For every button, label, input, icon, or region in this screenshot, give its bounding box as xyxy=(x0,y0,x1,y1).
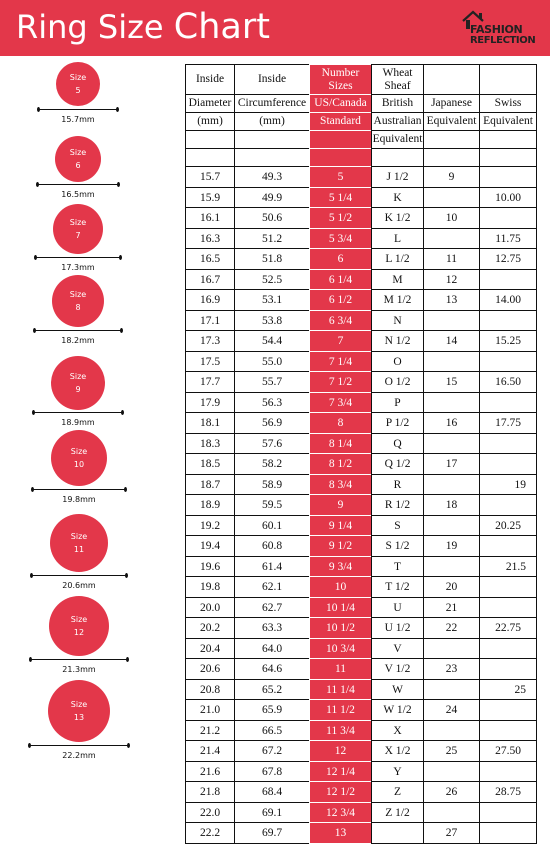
header-circumference-cell: (mm) xyxy=(234,112,310,131)
row-diameter-cell: 18.9 xyxy=(185,494,235,516)
diameter-ruler xyxy=(34,330,122,331)
row-diameter-cell: 16.1 xyxy=(185,207,235,229)
row-us-size-cell: 6 1/2 xyxy=(309,289,372,311)
row-diameter-cell: 22.2 xyxy=(185,822,235,844)
row-japanese-size-cell: 19 xyxy=(423,535,480,557)
row-japanese-size-cell: 22 xyxy=(423,617,480,639)
row-japanese-size-cell: 11 xyxy=(423,248,480,270)
row-swiss-size-cell xyxy=(479,433,537,455)
row-diameter-cell: 21.0 xyxy=(185,699,235,721)
row-us-size-cell: 12 xyxy=(309,740,372,762)
diameter-ruler xyxy=(29,745,129,746)
ring-circle xyxy=(53,204,103,254)
row-japanese-size-cell: 17 xyxy=(423,453,480,475)
diameter-label: 19.8mm xyxy=(62,495,96,504)
header-diameter-cell: (mm) xyxy=(185,112,235,131)
row-diameter-cell: 16.5 xyxy=(185,248,235,270)
row-us-size-cell: 11 xyxy=(309,658,372,680)
row-swiss-size-cell: 21.5 xyxy=(479,556,537,578)
row-diameter-cell: 17.9 xyxy=(185,392,235,414)
row-circumference-cell: 65.9 xyxy=(234,699,310,721)
diameter-label: 18.9mm xyxy=(61,418,95,427)
row-us-size-cell: 11 3/4 xyxy=(309,720,372,742)
diameter-label: 16.5mm xyxy=(61,190,95,199)
header-british-size-cell: Australian xyxy=(371,112,424,131)
row-swiss-size-cell: 10.00 xyxy=(479,187,537,209)
row-diameter-cell: 16.9 xyxy=(185,289,235,311)
row-diameter-cell: 19.6 xyxy=(185,556,235,578)
row-swiss-size-cell: 11.75 xyxy=(479,228,537,250)
row-british-size-cell: Z xyxy=(371,781,424,803)
row-british-size-cell: M xyxy=(371,269,424,291)
row-british-size-cell: L xyxy=(371,228,424,250)
row-us-size-cell: 6 xyxy=(309,248,372,270)
brand-logo xyxy=(462,10,540,50)
row-circumference-cell: 51.2 xyxy=(234,228,310,250)
ring-size-number: 7 xyxy=(75,231,81,240)
header-british-size-cell: Equivalent xyxy=(371,130,424,149)
row-diameter-cell: 16.7 xyxy=(185,269,235,291)
row-diameter-cell: 18.7 xyxy=(185,474,235,496)
row-us-size-cell: 6 1/4 xyxy=(309,269,372,291)
row-british-size-cell: K 1/2 xyxy=(371,207,424,229)
row-diameter-cell: 21.8 xyxy=(185,781,235,803)
row-swiss-size-cell: 19 xyxy=(479,474,537,496)
diameter-label: 20.6mm xyxy=(62,581,96,590)
header-diameter-cell: Inside xyxy=(185,64,235,95)
header-japanese-size-cell: Japanese xyxy=(423,94,480,113)
row-british-size-cell: L 1/2 xyxy=(371,248,424,270)
header-banner xyxy=(0,0,550,56)
row-diameter-cell: 18.1 xyxy=(185,412,235,434)
row-us-size-cell: 7 1/2 xyxy=(309,371,372,393)
row-swiss-size-cell xyxy=(479,535,537,557)
row-swiss-size-cell xyxy=(479,310,537,332)
diameter-ruler xyxy=(32,489,126,490)
row-swiss-size-cell xyxy=(479,576,537,598)
ring-circle xyxy=(52,275,104,327)
row-us-size-cell: 10 3/4 xyxy=(309,638,372,660)
row-us-size-cell: 8 3/4 xyxy=(309,474,372,496)
ring-size-number: 5 xyxy=(75,86,81,95)
header-swiss-size-cell xyxy=(479,64,537,95)
header-circumference-cell xyxy=(234,148,310,167)
header-japanese-size-cell xyxy=(423,130,480,149)
diameter-ruler xyxy=(38,109,118,110)
row-british-size-cell: Y xyxy=(371,761,424,783)
diameter-ruler xyxy=(33,412,123,413)
row-japanese-size-cell xyxy=(423,761,480,783)
row-british-size-cell: K xyxy=(371,187,424,209)
row-diameter-cell: 18.5 xyxy=(185,453,235,475)
row-british-size-cell: O 1/2 xyxy=(371,371,424,393)
ring-size-label: Size xyxy=(69,290,87,299)
row-circumference-cell: 63.3 xyxy=(234,617,310,639)
ring-circle xyxy=(49,596,109,656)
row-diameter-cell: 17.5 xyxy=(185,351,235,373)
row-circumference-cell: 58.2 xyxy=(234,453,310,475)
row-swiss-size-cell: 25 xyxy=(479,679,537,701)
row-us-size-cell: 5 xyxy=(309,166,372,188)
header-us-size-cell: US/Canada xyxy=(309,94,372,113)
row-circumference-cell: 60.8 xyxy=(234,535,310,557)
row-swiss-size-cell: 15.25 xyxy=(479,330,537,352)
header-british-size-cell: Wheat Sheaf xyxy=(371,64,424,95)
row-diameter-cell: 17.1 xyxy=(185,310,235,332)
row-japanese-size-cell xyxy=(423,720,480,742)
row-japanese-size-cell: 12 xyxy=(423,269,480,291)
header-diameter-cell xyxy=(185,130,235,149)
row-diameter-cell: 21.2 xyxy=(185,720,235,742)
row-us-size-cell: 5 3/4 xyxy=(309,228,372,250)
diameter-label: 18.2mm xyxy=(61,336,95,345)
row-diameter-cell: 15.9 xyxy=(185,187,235,209)
row-us-size-cell: 12 1/2 xyxy=(309,781,372,803)
row-british-size-cell: V 1/2 xyxy=(371,658,424,680)
row-us-size-cell: 7 xyxy=(309,330,372,352)
header-circumference-cell xyxy=(234,130,310,149)
row-british-size-cell: R 1/2 xyxy=(371,494,424,516)
row-japanese-size-cell xyxy=(423,679,480,701)
row-circumference-cell: 65.2 xyxy=(234,679,310,701)
row-swiss-size-cell: 17.75 xyxy=(479,412,537,434)
row-circumference-cell: 53.8 xyxy=(234,310,310,332)
diameter-ruler xyxy=(30,659,128,660)
row-circumference-cell: 69.7 xyxy=(234,822,310,844)
row-british-size-cell: P xyxy=(371,392,424,414)
row-us-size-cell: 5 1/2 xyxy=(309,207,372,229)
row-japanese-size-cell: 15 xyxy=(423,371,480,393)
row-japanese-size-cell: 13 xyxy=(423,289,480,311)
row-circumference-cell: 62.7 xyxy=(234,597,310,619)
row-swiss-size-cell: 12.75 xyxy=(479,248,537,270)
header-us-size-cell: Number Sizes xyxy=(309,64,372,95)
row-japanese-size-cell xyxy=(423,638,480,660)
row-diameter-cell: 22.0 xyxy=(185,802,235,824)
diameter-label: 17.3mm xyxy=(61,263,95,272)
header-swiss-size-cell xyxy=(479,148,537,167)
row-us-size-cell: 8 1/2 xyxy=(309,453,372,475)
header-us-size-cell: Standard xyxy=(309,112,372,131)
row-british-size-cell: W xyxy=(371,679,424,701)
ring-size-label: Size xyxy=(70,447,88,456)
row-british-size-cell: P 1/2 xyxy=(371,412,424,434)
row-diameter-cell: 19.4 xyxy=(185,535,235,557)
row-swiss-size-cell: 20.25 xyxy=(479,515,537,537)
row-japanese-size-cell xyxy=(423,515,480,537)
diameter-ruler xyxy=(31,575,127,576)
row-japanese-size-cell: 10 xyxy=(423,207,480,229)
row-us-size-cell: 6 3/4 xyxy=(309,310,372,332)
ring-size-label: Size xyxy=(69,218,87,227)
row-us-size-cell: 9 1/4 xyxy=(309,515,372,537)
ring-size-label: Size xyxy=(69,372,87,381)
row-japanese-size-cell xyxy=(423,187,480,209)
row-us-size-cell: 11 1/4 xyxy=(309,679,372,701)
row-swiss-size-cell: 14.00 xyxy=(479,289,537,311)
row-diameter-cell: 20.6 xyxy=(185,658,235,680)
header-japanese-size-cell xyxy=(423,148,480,167)
row-circumference-cell: 56.9 xyxy=(234,412,310,434)
row-british-size-cell xyxy=(371,822,424,844)
row-british-size-cell: U xyxy=(371,597,424,619)
row-japanese-size-cell: 21 xyxy=(423,597,480,619)
ring-circle xyxy=(50,514,108,572)
row-swiss-size-cell xyxy=(479,720,537,742)
page-title xyxy=(16,5,270,49)
row-circumference-cell: 69.1 xyxy=(234,802,310,824)
row-circumference-cell: 58.9 xyxy=(234,474,310,496)
ring-circle xyxy=(56,62,100,106)
row-circumference-cell: 60.1 xyxy=(234,515,310,537)
row-circumference-cell: 57.6 xyxy=(234,433,310,455)
row-swiss-size-cell xyxy=(479,597,537,619)
row-circumference-cell: 61.4 xyxy=(234,556,310,578)
ring-size-number: 8 xyxy=(75,303,81,312)
row-british-size-cell: Z 1/2 xyxy=(371,802,424,824)
row-circumference-cell: 49.9 xyxy=(234,187,310,209)
row-japanese-size-cell: 27 xyxy=(423,822,480,844)
row-diameter-cell: 20.4 xyxy=(185,638,235,660)
row-swiss-size-cell xyxy=(479,392,537,414)
row-circumference-cell: 66.5 xyxy=(234,720,310,742)
row-diameter-cell: 19.8 xyxy=(185,576,235,598)
row-swiss-size-cell xyxy=(479,166,537,188)
row-japanese-size-cell: 18 xyxy=(423,494,480,516)
ring-size-label: Size xyxy=(70,700,88,709)
header-diameter-cell xyxy=(185,148,235,167)
row-swiss-size-cell xyxy=(479,494,537,516)
row-us-size-cell: 5 1/4 xyxy=(309,187,372,209)
row-diameter-cell: 20.8 xyxy=(185,679,235,701)
row-circumference-cell: 53.1 xyxy=(234,289,310,311)
row-us-size-cell: 10 xyxy=(309,576,372,598)
row-japanese-size-cell xyxy=(423,392,480,414)
ring-circle xyxy=(51,430,107,486)
row-circumference-cell: 55.0 xyxy=(234,351,310,373)
diameter-label: 21.3mm xyxy=(62,665,96,674)
diameter-ruler xyxy=(35,257,121,258)
row-circumference-cell: 49.3 xyxy=(234,166,310,188)
row-diameter-cell: 17.3 xyxy=(185,330,235,352)
row-japanese-size-cell: 9 xyxy=(423,166,480,188)
diameter-label: 22.2mm xyxy=(62,751,96,760)
ring-size-label: Size xyxy=(70,532,88,541)
row-diameter-cell: 16.3 xyxy=(185,228,235,250)
row-us-size-cell: 9 3/4 xyxy=(309,556,372,578)
row-british-size-cell: V xyxy=(371,638,424,660)
row-japanese-size-cell xyxy=(423,802,480,824)
row-diameter-cell: 20.0 xyxy=(185,597,235,619)
row-japanese-size-cell xyxy=(423,228,480,250)
row-us-size-cell: 12 1/4 xyxy=(309,761,372,783)
row-us-size-cell: 7 3/4 xyxy=(309,392,372,414)
row-circumference-cell: 68.4 xyxy=(234,781,310,803)
row-british-size-cell: T 1/2 xyxy=(371,576,424,598)
row-us-size-cell: 10 1/4 xyxy=(309,597,372,619)
ring-size-number: 6 xyxy=(75,161,81,170)
logo-line1: FASHION xyxy=(470,23,523,36)
row-diameter-cell: 15.7 xyxy=(185,166,235,188)
ring-size-number: 11 xyxy=(73,545,85,554)
row-japanese-size-cell: 14 xyxy=(423,330,480,352)
row-circumference-cell: 62.1 xyxy=(234,576,310,598)
ring-size-number: 12 xyxy=(73,628,85,637)
row-us-size-cell: 10 1/2 xyxy=(309,617,372,639)
row-swiss-size-cell: 16.50 xyxy=(479,371,537,393)
row-british-size-cell: Q xyxy=(371,433,424,455)
title-part2: Chart xyxy=(173,7,270,47)
row-circumference-cell: 59.5 xyxy=(234,494,310,516)
row-us-size-cell: 9 xyxy=(309,494,372,516)
row-swiss-size-cell xyxy=(479,802,537,824)
header-circumference-cell: Inside xyxy=(234,64,310,95)
row-circumference-cell: 64.0 xyxy=(234,638,310,660)
ring-circle xyxy=(48,680,110,742)
row-diameter-cell: 19.2 xyxy=(185,515,235,537)
row-circumference-cell: 50.6 xyxy=(234,207,310,229)
row-japanese-size-cell: 25 xyxy=(423,740,480,762)
row-british-size-cell: R xyxy=(371,474,424,496)
header-swiss-size-cell xyxy=(479,130,537,149)
header-us-size-cell xyxy=(309,130,372,149)
row-us-size-cell: 12 3/4 xyxy=(309,802,372,824)
row-british-size-cell: X 1/2 xyxy=(371,740,424,762)
ring-circle xyxy=(55,136,101,182)
title-part1: Ring Size xyxy=(16,8,164,46)
row-swiss-size-cell xyxy=(479,207,537,229)
row-british-size-cell: N 1/2 xyxy=(371,330,424,352)
row-swiss-size-cell xyxy=(479,638,537,660)
row-circumference-cell: 55.7 xyxy=(234,371,310,393)
header-circumference-cell: Circumference xyxy=(234,94,310,113)
row-diameter-cell: 20.2 xyxy=(185,617,235,639)
ring-size-number: 9 xyxy=(75,385,81,394)
row-japanese-size-cell xyxy=(423,556,480,578)
row-swiss-size-cell xyxy=(479,761,537,783)
ring-size-label: Size xyxy=(69,148,87,157)
row-british-size-cell: O xyxy=(371,351,424,373)
row-swiss-size-cell: 28.75 xyxy=(479,781,537,803)
row-us-size-cell: 11 1/2 xyxy=(309,699,372,721)
row-swiss-size-cell xyxy=(479,822,537,844)
row-circumference-cell: 67.8 xyxy=(234,761,310,783)
row-swiss-size-cell xyxy=(479,453,537,475)
row-japanese-size-cell: 24 xyxy=(423,699,480,721)
row-us-size-cell: 7 1/4 xyxy=(309,351,372,373)
row-diameter-cell: 17.7 xyxy=(185,371,235,393)
row-us-size-cell: 9 1/2 xyxy=(309,535,372,557)
row-swiss-size-cell xyxy=(479,351,537,373)
row-british-size-cell: J 1/2 xyxy=(371,166,424,188)
row-japanese-size-cell: 16 xyxy=(423,412,480,434)
row-japanese-size-cell xyxy=(423,351,480,373)
row-circumference-cell: 51.8 xyxy=(234,248,310,270)
logo-line2: REFLECTION xyxy=(470,35,536,46)
ring-size-number: 10 xyxy=(73,460,85,469)
row-swiss-size-cell xyxy=(479,658,537,680)
header-british-size-cell xyxy=(371,148,424,167)
row-british-size-cell: M 1/2 xyxy=(371,289,424,311)
row-british-size-cell: X xyxy=(371,720,424,742)
row-us-size-cell: 8 xyxy=(309,412,372,434)
row-british-size-cell: S xyxy=(371,515,424,537)
row-british-size-cell: S 1/2 xyxy=(371,535,424,557)
row-diameter-cell: 18.3 xyxy=(185,433,235,455)
header-swiss-size-cell: Swiss xyxy=(479,94,537,113)
row-japanese-size-cell: 20 xyxy=(423,576,480,598)
row-japanese-size-cell xyxy=(423,433,480,455)
row-british-size-cell: U 1/2 xyxy=(371,617,424,639)
row-british-size-cell: N xyxy=(371,310,424,332)
row-circumference-cell: 64.6 xyxy=(234,658,310,680)
row-japanese-size-cell xyxy=(423,310,480,332)
header-british-size-cell: British xyxy=(371,94,424,113)
row-circumference-cell: 54.4 xyxy=(234,330,310,352)
row-swiss-size-cell xyxy=(479,269,537,291)
header-diameter-cell: Diameter xyxy=(185,94,235,113)
header-japanese-size-cell: Equivalent xyxy=(423,112,480,131)
row-us-size-cell: 8 1/4 xyxy=(309,433,372,455)
ring-circle xyxy=(51,356,105,410)
ring-size-number: 13 xyxy=(73,713,85,722)
row-japanese-size-cell xyxy=(423,474,480,496)
row-japanese-size-cell: 26 xyxy=(423,781,480,803)
row-circumference-cell: 56.3 xyxy=(234,392,310,414)
header-swiss-size-cell: Equivalent xyxy=(479,112,537,131)
row-british-size-cell: Q 1/2 xyxy=(371,453,424,475)
row-british-size-cell: T xyxy=(371,556,424,578)
row-circumference-cell: 67.2 xyxy=(234,740,310,762)
row-diameter-cell: 21.6 xyxy=(185,761,235,783)
header-us-size-cell xyxy=(309,148,372,167)
ring-size-label: Size xyxy=(69,73,87,82)
row-circumference-cell: 52.5 xyxy=(234,269,310,291)
row-us-size-cell: 13 xyxy=(309,822,372,844)
diameter-label: 15.7mm xyxy=(61,115,95,124)
row-swiss-size-cell: 27.50 xyxy=(479,740,537,762)
row-swiss-size-cell: 22.75 xyxy=(479,617,537,639)
row-japanese-size-cell: 23 xyxy=(423,658,480,680)
row-british-size-cell: W 1/2 xyxy=(371,699,424,721)
diameter-ruler xyxy=(37,184,119,185)
ring-size-label: Size xyxy=(70,615,88,624)
row-swiss-size-cell xyxy=(479,699,537,721)
header-japanese-size-cell xyxy=(423,64,480,95)
row-diameter-cell: 21.4 xyxy=(185,740,235,762)
